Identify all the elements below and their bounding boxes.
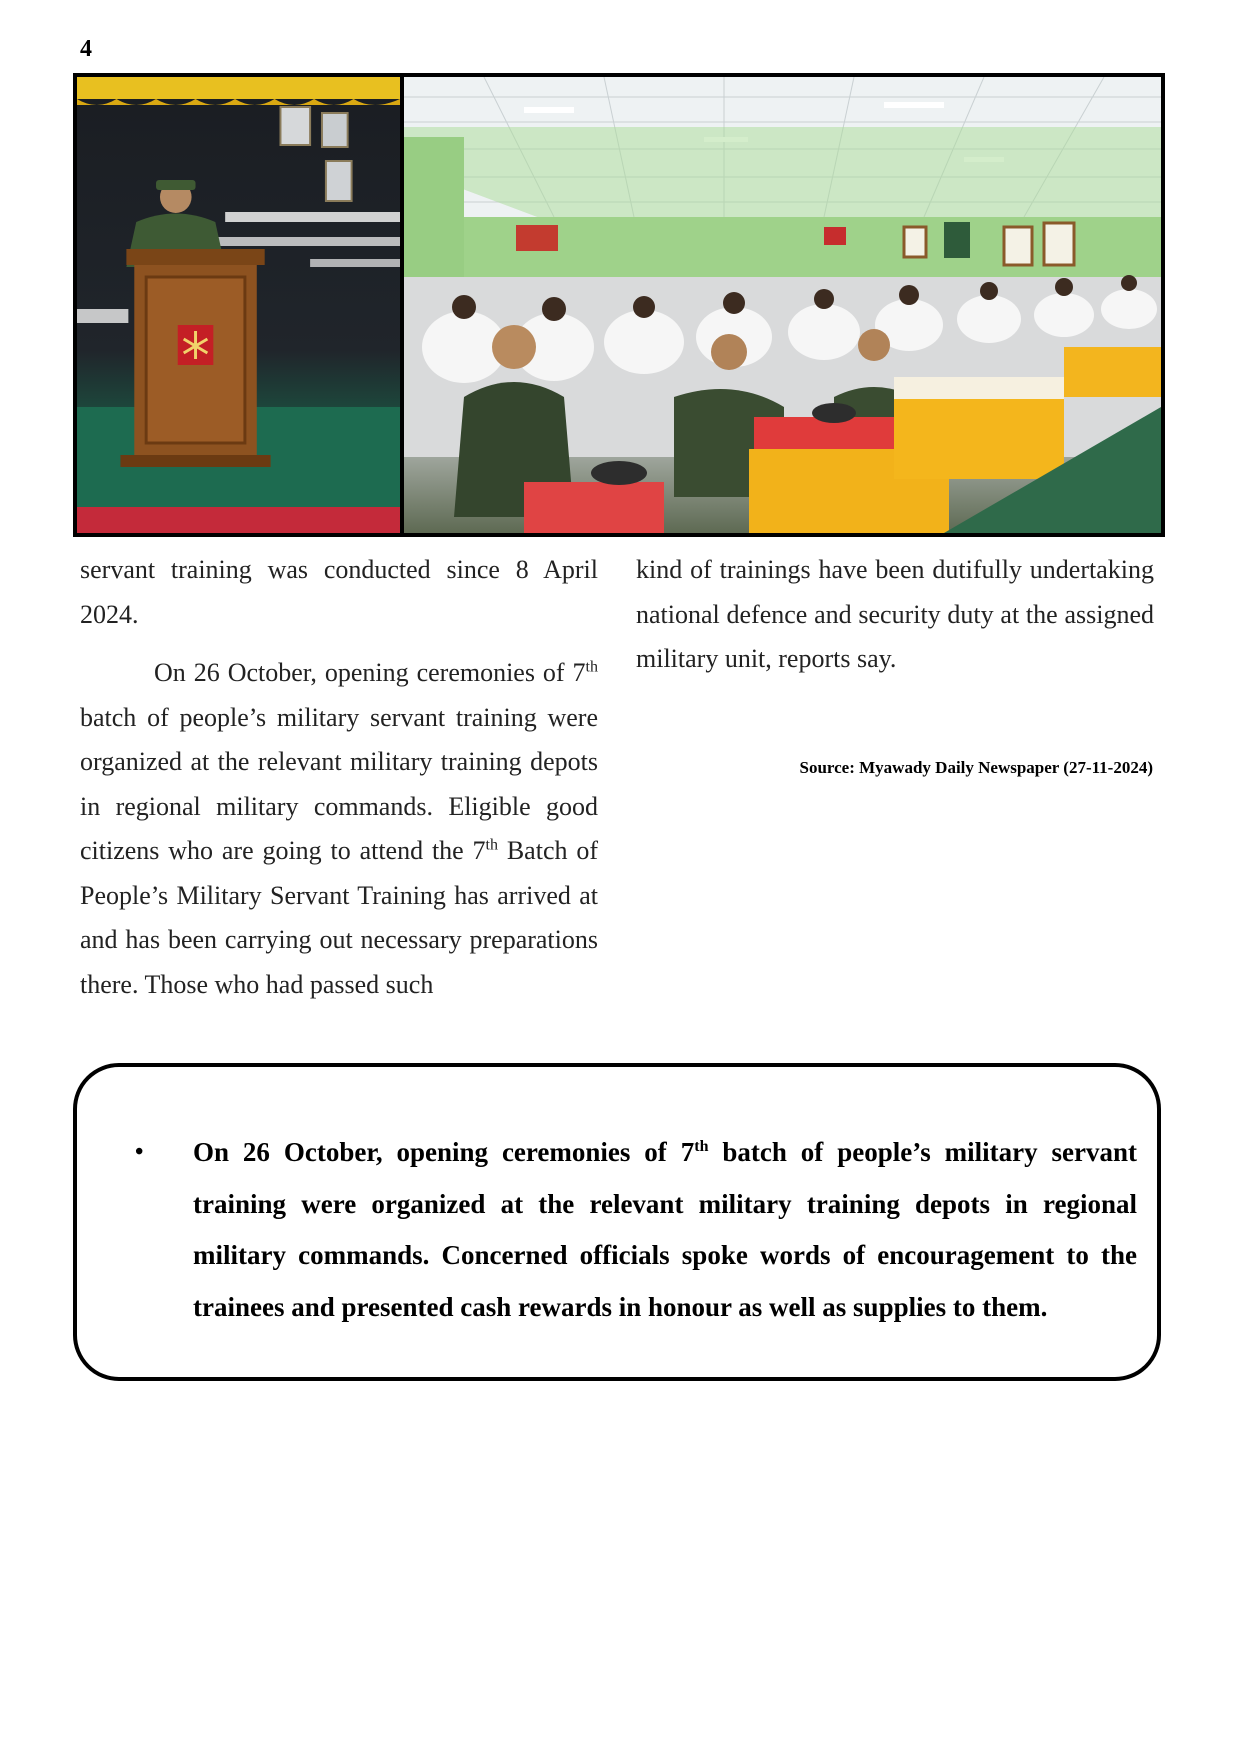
article-paragraph: kind of trainings have been dutifully undertaking national defence and security duty at the assigned military unit, reports say. — [636, 555, 1154, 673]
trainees-hall-photo — [404, 77, 1161, 533]
summary-text: batch of people’s military servant training were organized at the relevant military training depots in regional military commands. Concerned officials spoke words of encouragement to the trainees and presented cash rewards in honour as well as supplies to them. — [193, 1137, 1137, 1322]
article-text: On 26 October, opening ceremonies of 7 — [154, 658, 586, 687]
summary-item — [135, 1127, 1137, 1333]
source-citation: Source: Myawady Daily Newspaper (27-11-2024) — [799, 758, 1153, 777]
article-paragraph: servant training was conducted since 8 April 2024. — [80, 555, 598, 629]
page-number: 4 — [80, 36, 92, 62]
summary-box — [73, 1063, 1161, 1381]
article-column-right — [636, 548, 1154, 682]
article-text: batch of people’s military servant training were organized at the relevant military training depots in regional military commands. Eligible good citizens who are going to attend the 7 — [80, 702, 598, 865]
article-column-left — [80, 548, 598, 1007]
speaker-photo-illustration — [77, 77, 400, 533]
ordinal-suffix: th — [694, 1138, 709, 1155]
photo-strip — [73, 73, 1165, 537]
article-text: Batch of People’s Military Servant Training has arrived at and has been carrying out necessary preparations there. Those who had passed such — [80, 836, 598, 999]
article-paragraph — [80, 651, 598, 1007]
summary-text: On 26 October, opening ceremonies of 7 — [193, 1137, 695, 1167]
summary-list — [135, 1127, 1137, 1333]
bullet-icon: • — [135, 1139, 144, 1165]
speaker-photo — [77, 77, 404, 533]
trainees-hall-illustration — [404, 77, 1161, 533]
ordinal-suffix: th — [485, 836, 498, 854]
ordinal-suffix: th — [585, 658, 598, 676]
